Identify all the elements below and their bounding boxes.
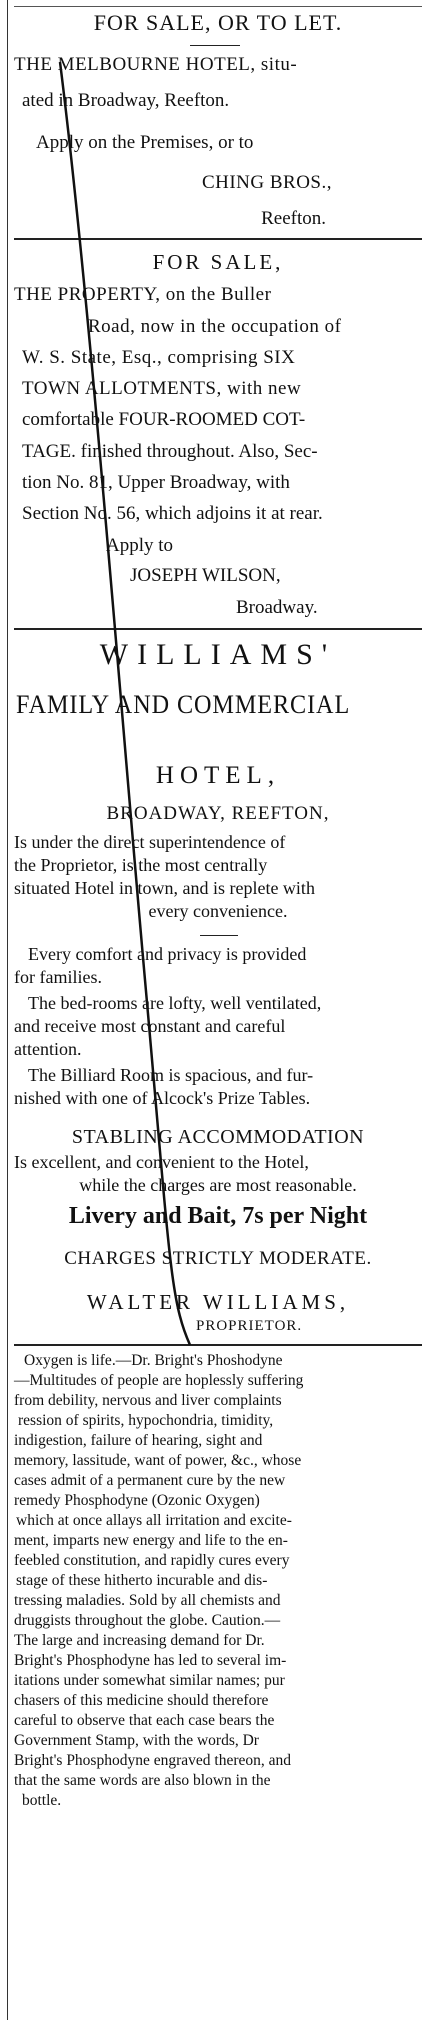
ad3-para2: The bed-rooms are lofty, well ventilated, bbox=[28, 993, 322, 1013]
ad1-apply: Apply on the Premises, or to bbox=[36, 132, 254, 153]
ad3-para3: nished with one of Alcock's Prize Tables. bbox=[14, 1088, 311, 1108]
ad4-line: Bright's Phosphodyne engraved thereon, and bbox=[14, 1752, 292, 1769]
ad3-para1: for families. bbox=[14, 967, 102, 987]
ad4-line: ment, imparts new energy and life to the en- bbox=[14, 1532, 288, 1549]
ad1-heading: FOR SALE, OR TO LET. bbox=[93, 10, 343, 35]
ad1-line: THE MELBOURNE HOTEL, situ- bbox=[14, 54, 298, 75]
ad3-title: WILLIAMS' bbox=[99, 638, 337, 671]
ornament-rule bbox=[190, 45, 240, 46]
ad3-hotel: HOTEL, bbox=[155, 762, 281, 789]
ad2-line: W. S. State, Esq., comprising SIX bbox=[22, 347, 296, 368]
ad2-line: THE PROPERTY, on the Buller bbox=[14, 284, 272, 305]
ad2-line: Section No. 56, which adjoins it at rear. bbox=[22, 503, 323, 524]
ad3-charges: CHARGES STRICTLY MODERATE. bbox=[64, 1248, 372, 1269]
ad4-line: stage of these hitherto incurable and dis- bbox=[16, 1572, 268, 1589]
ad4-line: memory, lassitude, want of power, &c., whose bbox=[14, 1452, 302, 1469]
ad3-owner: WALTER WILLIAMS, bbox=[86, 1290, 350, 1314]
divider bbox=[14, 628, 422, 630]
ad4-line: tressing maladies. Sold by all chemists and bbox=[14, 1592, 281, 1609]
ad4-line: druggists throughout the globe. Caution.— bbox=[14, 1612, 281, 1629]
ad3-stabling-line: Is excellent, and convenient to the Hotel, bbox=[14, 1152, 309, 1172]
ad2-line: Road, now in the occupation of bbox=[88, 316, 342, 337]
ad2-place: Broadway. bbox=[236, 597, 318, 618]
ad3-owner-title: PROPRIETOR. bbox=[196, 1318, 303, 1334]
ad4-line: ression of spirits, hypochondria, timidity, bbox=[18, 1412, 274, 1429]
divider bbox=[14, 1344, 422, 1346]
top-rule bbox=[14, 6, 422, 7]
ad1-place: Reefton. bbox=[261, 208, 326, 229]
ad4-line: careful to observe that each case bears the bbox=[14, 1712, 275, 1729]
ad4-line: Oxygen is life.—Dr. Bright's Phoshodyne bbox=[24, 1352, 283, 1369]
ad4-line: chasers of this medicine should therefore bbox=[14, 1692, 269, 1709]
ad2-line: TOWN ALLOTMENTS, with new bbox=[22, 378, 302, 399]
ad3-intro: every convenience. bbox=[148, 901, 288, 921]
column-rule bbox=[7, 0, 8, 2020]
ad4-line: —Multitudes of people are hoplessly suffering bbox=[14, 1372, 304, 1389]
ad3-stabling-line: while the charges are most reasonable. bbox=[79, 1175, 357, 1195]
ad2-name: JOSEPH WILSON, bbox=[130, 565, 281, 586]
ad3-address: BROADWAY, REEFTON, bbox=[106, 803, 330, 824]
ad3-livery: Livery and Bait, 7s per Night bbox=[68, 1203, 368, 1229]
ad3-stabling: STABLING ACCOMMODATION bbox=[71, 1126, 365, 1148]
ad4-line: bottle. bbox=[22, 1792, 62, 1809]
ad4-line: The large and increasing demand for Dr. bbox=[14, 1632, 265, 1649]
ad3-para1: Every comfort and privacy is provided bbox=[28, 944, 307, 964]
ad4-line: indigestion, failure of hearing, sight and bbox=[14, 1432, 263, 1449]
ad2-line: TAGE. finished throughout. Also, Sec- bbox=[22, 441, 318, 462]
ad4-line: feebled constitution, and rapidly cures every bbox=[14, 1552, 290, 1569]
ad2-line: tion No. 81, Upper Broadway, with bbox=[22, 472, 290, 493]
ad3-intro: Is under the direct superintendence of bbox=[14, 832, 286, 852]
ad3-subtitle: FAMILY AND COMMERCIAL bbox=[16, 690, 351, 719]
ad2-heading: FOR SALE, bbox=[152, 250, 284, 274]
ad4-line: which at once allays all irritation and excite- bbox=[16, 1512, 292, 1529]
ad3-para2: attention. bbox=[14, 1039, 82, 1059]
ad3-para2: and receive most constant and careful bbox=[14, 1016, 286, 1036]
ad3-intro: the Proprietor, is the most centrally bbox=[14, 855, 268, 875]
ad4-line: remedy Phosphodyne (Ozonic Oxygen) bbox=[14, 1492, 260, 1509]
ad1-name: CHING BROS., bbox=[201, 172, 332, 193]
ad4-line: cases admit of a permanent cure by the new bbox=[14, 1472, 286, 1489]
ad3-para3: The Billiard Room is spacious, and fur- bbox=[28, 1065, 314, 1085]
ad4-line: from debility, nervous and liver complaints bbox=[14, 1392, 282, 1409]
ad2-line: comfortable FOUR-ROOMED COT- bbox=[22, 409, 306, 430]
ad4-line: Government Stamp, with the words, Dr bbox=[14, 1732, 259, 1749]
ad4-line: that the same words are also blown in the bbox=[14, 1772, 271, 1789]
ad3-intro: situated Hotel in town, and is replete with bbox=[14, 878, 315, 898]
divider bbox=[14, 238, 422, 240]
ad1-line: ated in Broadway, Reefton. bbox=[22, 90, 230, 111]
ad4-line: itations under somewhat similar names; pur bbox=[14, 1672, 285, 1689]
ornament-rule bbox=[200, 935, 238, 936]
ad2-apply: Apply to bbox=[106, 535, 174, 556]
ad4-line: Bright's Phosphodyne has led to several im- bbox=[14, 1652, 287, 1669]
